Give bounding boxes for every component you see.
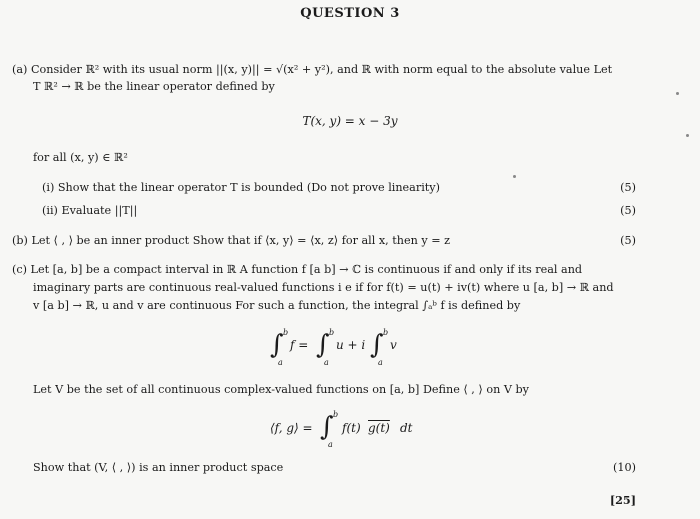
inner-product-equation bbox=[270, 410, 450, 450]
part-a-line1: (a) Consider ℝ² with its usual norm ||(x, y)|| = √(x² + y²), and ℝ with norm equal to the absolute value Let bbox=[12, 63, 613, 76]
part-a-line2: T ℝ² → ℝ be the linear operator defined by bbox=[33, 80, 275, 93]
operator-equation: T(x, y) = x − 3y bbox=[302, 114, 398, 128]
upper-limit-4: b bbox=[333, 410, 339, 419]
lower-limit-1: a bbox=[278, 358, 283, 367]
lower-limit-4: a bbox=[328, 440, 333, 449]
integral-sign-2: ∫ bbox=[316, 330, 330, 360]
sub-question-i: (i) Show that the linear operator T is bounded (Do not prove linearity) bbox=[42, 181, 440, 194]
upper-limit-1: b bbox=[283, 328, 289, 337]
integral-lhs: f = bbox=[290, 338, 309, 352]
part-c-marks: (10) bbox=[613, 461, 636, 474]
part-c-line5: Show that (V, ⟨ , ⟩) is an inner product space bbox=[33, 461, 284, 474]
lower-limit-3: a bbox=[378, 358, 383, 367]
upper-limit-3: b bbox=[383, 328, 389, 337]
integral-rhs: v bbox=[390, 338, 397, 352]
integrand-dt: dt bbox=[400, 421, 413, 435]
sub-question-ii-marks: (5) bbox=[620, 204, 636, 217]
lower-limit-2: a bbox=[324, 358, 329, 367]
scan-speck bbox=[676, 92, 679, 95]
sub-question-i-marks: (5) bbox=[620, 181, 636, 194]
part-b-text: (b) Let ⟨ , ⟩ be an inner product Show that if ⟨x, y⟩ = ⟨x, z⟩ for all x, then y = z bbox=[12, 234, 451, 247]
integral-sign-4: ∫ bbox=[320, 412, 334, 442]
integrand-g-conjugate: g(t) bbox=[368, 421, 390, 435]
part-c-line4: Let V be the set of all continuous complex-valued functions on [a, b] Define ⟨ , ⟩ on V by bbox=[33, 383, 529, 396]
sub-question-ii: (ii) Evaluate ||T|| bbox=[42, 204, 138, 217]
integral-sign-3: ∫ bbox=[370, 330, 384, 360]
scan-speck bbox=[686, 134, 689, 137]
for-all-text: for all (x, y) ∈ ℝ² bbox=[33, 151, 128, 164]
part-c-line2: imaginary parts are continuous real-valued functions i e if for f(t) = u(t) + iv(t) where u [a, b] → ℝ and bbox=[33, 281, 614, 294]
integral-middle: u + i bbox=[336, 338, 366, 352]
integrand-f: f(t) bbox=[342, 421, 361, 435]
integral-sign-1: ∫ bbox=[270, 330, 284, 360]
part-c-line1: (c) Let [a, b] be a compact interval in ℝ A function f [a b] → ℂ is continuous if and only if its real and bbox=[12, 263, 583, 276]
part-b-marks: (5) bbox=[620, 234, 636, 247]
inner-product-lhs: ⟨f, g⟩ = bbox=[270, 421, 313, 435]
total-marks: [25] bbox=[609, 493, 636, 507]
part-c-line3: v [a b] → ℝ, u and v are continuous For such a function, the integral ∫ₐᵇ f is defined by bbox=[33, 299, 521, 312]
question-title: QUESTION 3 bbox=[300, 6, 400, 21]
upper-limit-2: b bbox=[329, 328, 335, 337]
scan-speck bbox=[513, 175, 516, 178]
